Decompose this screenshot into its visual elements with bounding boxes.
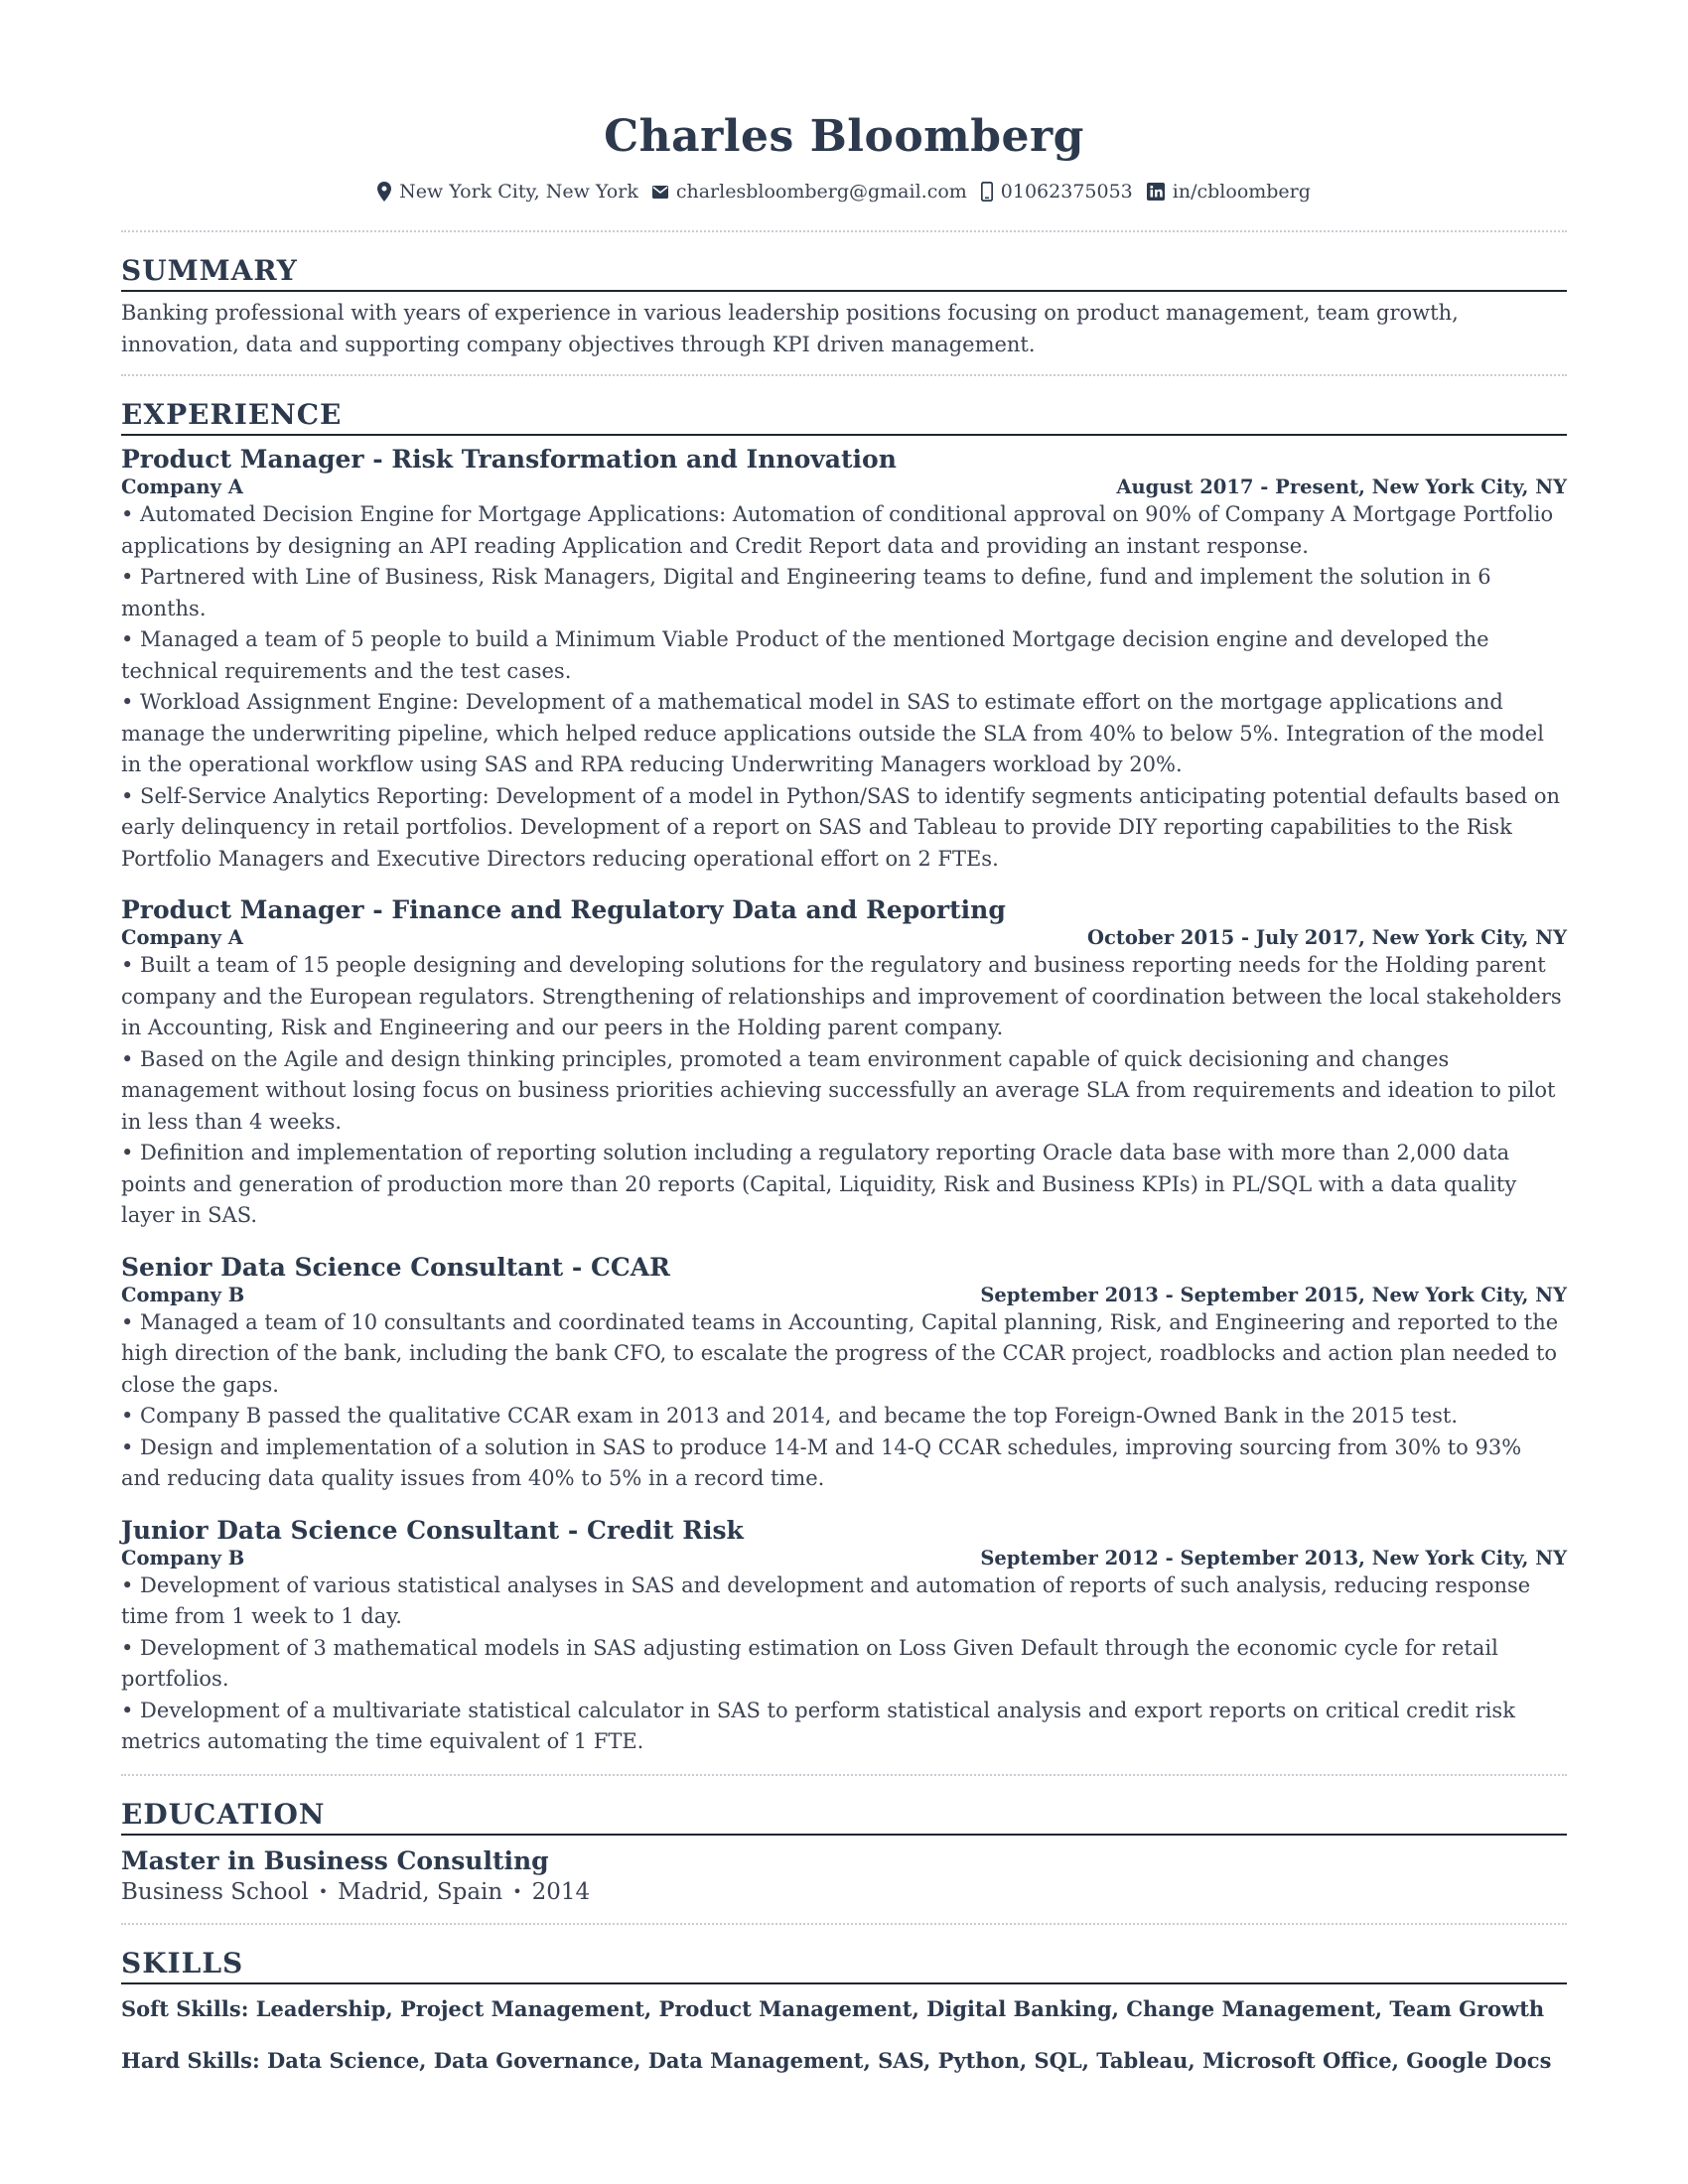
job-entry bbox=[121, 444, 1567, 875]
summary-section bbox=[121, 232, 1567, 360]
job-bullets bbox=[121, 1307, 1567, 1495]
job-bullet: • Definition and implementation of reporting solution including a regulatory reporting Oracle data base with more than 2,000 data points and generation of production more than 20 reports (Capital, Liquidity, Risk and Business KPIs) in PL/SQL with a data quality layer in SAS. bbox=[121, 1141, 1517, 1227]
section-title-experience: EXPERIENCE bbox=[121, 376, 1567, 436]
phone-text: 01062375053 bbox=[1000, 181, 1133, 203]
summary-text: Banking professional with years of experience in various leadership positions focusing on product management, team growth, innovation, data and supporting company objectives through KPI driven management. bbox=[121, 301, 1459, 356]
job-title: Senior Data Science Consultant - CCAR bbox=[121, 1252, 670, 1282]
email-text[interactable]: charlesbloomberg@gmail.com bbox=[675, 181, 967, 203]
education-details bbox=[121, 1877, 1567, 1907]
job-company: Company A bbox=[121, 476, 243, 498]
location-text: New York City, New York bbox=[399, 181, 638, 203]
job-bullet: • Workload Assignment Engine: Development of a mathematical model in SAS to estimate effort on the mortgage applications and manage the underwriting pipeline, which helped reduce applications outside the SLA from 40% to below 5%. Integration of the model in the operational workflow using SAS and RPA reducing Underwriting Managers workload by 20%. bbox=[121, 690, 1544, 776]
job-bullets bbox=[121, 499, 1567, 875]
job-meta bbox=[121, 476, 1567, 499]
section-title-education: EDUCATION bbox=[121, 1776, 1567, 1836]
job-title: Junior Data Science Consultant - Credit Risk bbox=[121, 1515, 744, 1545]
job-bullet: • Development of various statistical analyses in SAS and development and automation of reports of such analysis, reducing response time from 1 week to 1 day. bbox=[121, 1572, 1531, 1628]
job-meta bbox=[121, 926, 1567, 950]
contact-linkedin[interactable] bbox=[1147, 179, 1311, 205]
separator-dot: • bbox=[318, 1881, 329, 1901]
job-dates-location: October 2015 - July 2017, New York City, NY bbox=[1086, 926, 1567, 949]
job-bullet: • Development of 3 mathematical models in SAS adjusting estimation on Loss Given Default through the economic cycle for retail portfolios. bbox=[121, 1635, 1498, 1691]
job-dates-location: September 2013 - September 2015, New York City, NY bbox=[980, 1283, 1567, 1306]
job-meta bbox=[121, 1284, 1567, 1307]
separator-dot: • bbox=[512, 1881, 522, 1901]
job-bullet: • Development of a multivariate statistical calculator in SAS to perform statistical analysis and export reports on critical credit risk metrics automating the time equivalent of 1 FTE. bbox=[121, 1698, 1515, 1753]
linkedin-icon bbox=[1147, 183, 1165, 201]
job-title: Product Manager - Risk Transformation and Innovation bbox=[121, 445, 897, 474]
job-title: Product Manager - Finance and Regulatory Data and Reporting bbox=[121, 895, 1006, 924]
job-company: Company A bbox=[121, 926, 243, 949]
contact-email[interactable] bbox=[652, 179, 967, 205]
contact-bar bbox=[121, 179, 1567, 205]
education-section bbox=[121, 1776, 1567, 1907]
job-bullets bbox=[121, 1570, 1567, 1758]
location-pin-icon bbox=[377, 182, 391, 202]
experience-section bbox=[121, 376, 1567, 1758]
job-bullet: • Managed a team of 5 people to build a Minimum Viable Product of the mentioned Mortgage decision engine and developed the technical requirements and the test cases. bbox=[121, 627, 1489, 683]
section-title-summary: SUMMARY bbox=[121, 232, 1567, 292]
job-dates-location: September 2012 - September 2013, New York City, NY bbox=[980, 1546, 1567, 1570]
job-entry bbox=[121, 894, 1567, 1232]
job-entry bbox=[121, 1252, 1567, 1495]
job-meta bbox=[121, 1547, 1567, 1570]
job-dates-location: August 2017 - Present, New York City, NY bbox=[1116, 476, 1567, 498]
education-location: Madrid, Spain bbox=[338, 1878, 503, 1905]
mobile-phone-icon bbox=[981, 182, 993, 202]
hard-skills: Hard Skills: Data Science, Data Governance, Data Management, SAS, Python, SQL, Tableau, Microsoft Office, Google Docs bbox=[121, 2047, 1552, 2073]
soft-skills: Soft Skills: Leadership, Project Management, Product Management, Digital Banking, Change Management, Team Growth bbox=[121, 1995, 1545, 2021]
candidate-name: Charles Bloomberg bbox=[604, 111, 1084, 162]
job-bullet: • Built a team of 15 people designing and developing solutions for the regulatory and business reporting needs for the Holding parent company and the European regulators. Strengthening of relationships and improvement of coordination between the local stakeholders in Accounting, Risk and Engineering and our peers in the Holding parent company. bbox=[121, 953, 1562, 1039]
contact-location bbox=[377, 179, 638, 205]
education-degree: Master in Business Consulting bbox=[121, 1845, 549, 1875]
job-bullet: • Company B passed the qualitative CCAR exam in 2013 and 2014, and became the top Foreign-Owned Bank in the 2015 test. bbox=[121, 1404, 1459, 1428]
section-title-skills: SKILLS bbox=[121, 1925, 1567, 1984]
job-entry bbox=[121, 1515, 1567, 1758]
job-bullet: • Automated Decision Engine for Mortgage Applications: Automation of conditional approval on 90% of Company A Mortgage Portfolio applications by designing an API reading Application and Credit Report data and providing an instant response. bbox=[121, 502, 1554, 558]
linkedin-text[interactable]: in/cbloomberg bbox=[1172, 181, 1311, 203]
job-bullet: • Self-Service Analytics Reporting: Development of a model in Python/SAS to identify segments anticipating potential defaults based on early delinquency in retail portfolios. Development of a report on SAS and Tableau to provide DIY reporting capabilities to the Risk Portfolio Managers and Executive Directors reducing operational effort on 2 FTEs. bbox=[121, 783, 1561, 871]
skills-section bbox=[121, 1925, 1567, 2076]
education-school: Business School bbox=[121, 1878, 309, 1905]
contact-phone bbox=[981, 179, 1133, 205]
job-company: Company B bbox=[121, 1283, 245, 1306]
resume-content bbox=[121, 107, 1567, 2076]
job-bullet: • Design and implementation of a solution in SAS to produce 14-M and 14-Q CCAR schedules, improving sourcing from 30% to 93% and reducing data quality issues from 40% to 5% in a record time. bbox=[121, 1434, 1522, 1490]
job-bullets bbox=[121, 950, 1567, 1232]
mail-icon bbox=[652, 186, 668, 199]
job-bullet: • Partnered with Line of Business, Risk Managers, Digital and Engineering teams to define, fund and implement the solution in 6 months. bbox=[121, 565, 1491, 620]
job-company: Company B bbox=[121, 1546, 245, 1570]
job-bullet: • Managed a team of 10 consultants and coordinated teams in Accounting, Capital planning, Risk, and Engineering and reported to the high direction of the bank, including the bank CFO, to escalate the progress of the CCAR project, roadblocks and action plan needed to close the gaps. bbox=[121, 1309, 1559, 1397]
job-bullet: • Based on the Agile and design thinking principles, promoted a team environment capable of quick decisioning and changes management without losing focus on business priorities achieving successfully an average SLA from requirements and ideation to pilot in less than 4 weeks. bbox=[121, 1046, 1556, 1134]
education-year: 2014 bbox=[531, 1878, 591, 1905]
